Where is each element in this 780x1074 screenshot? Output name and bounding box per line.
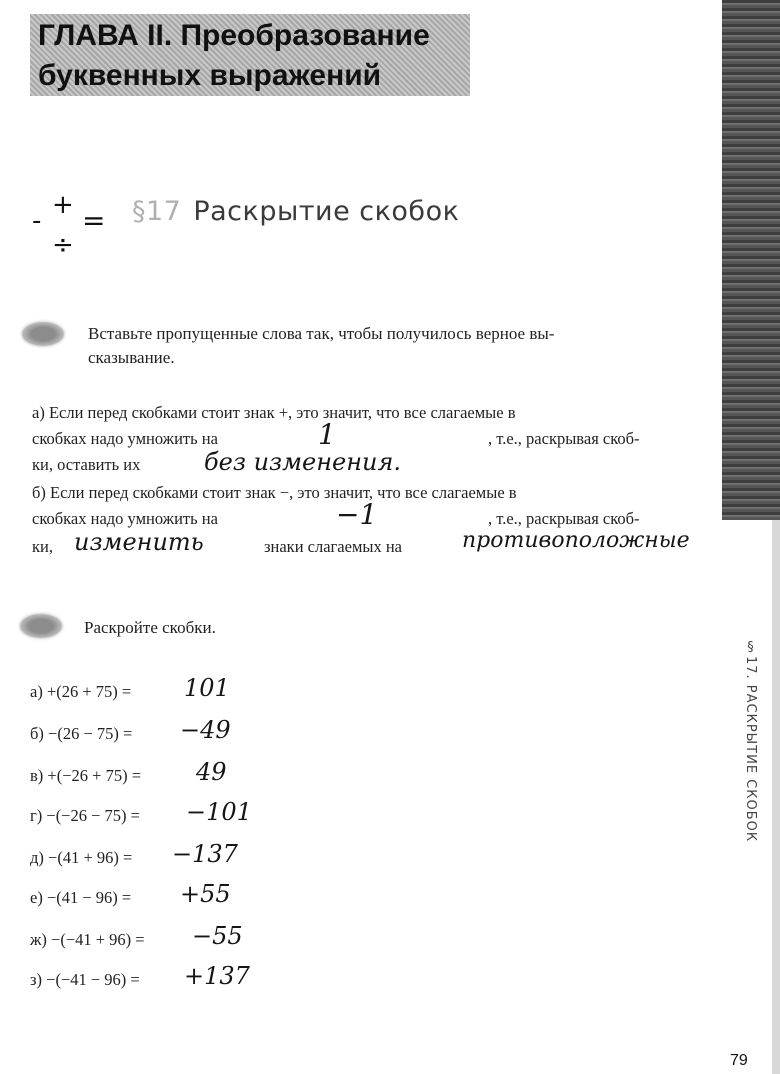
handwritten-answer-b2: изменить (74, 528, 204, 556)
task1-a-line3-prefix: ки, оставить их (32, 455, 141, 474)
task-icon-1 (22, 322, 64, 346)
expression-c: в) +(−26 + 75) = (30, 766, 141, 785)
page-edge-shadow (722, 0, 780, 520)
task1-a-line2-suffix: , т.е., раскрывая скоб- (488, 429, 640, 448)
page-number: 79 (730, 1052, 748, 1069)
handwritten-answer-b1: −1 (336, 498, 378, 531)
expression-a: а) +(26 + 75) = (30, 682, 132, 701)
task1-b-line2-prefix: скобках надо умножить на (32, 509, 218, 528)
answer-g: −55 (192, 922, 243, 950)
divide-symbol: ÷ (52, 230, 74, 260)
expression-f: е) −(41 − 96) = (30, 888, 132, 907)
section-title (132, 196, 459, 227)
equals-symbol: = (82, 204, 106, 237)
task1-instruction-line1: Вставьте пропущенные слова так, чтобы получилось верное вы- (88, 324, 555, 343)
answer-d: −101 (186, 798, 252, 826)
chapter-title-line1: ГЛАВА II. Преобразование (38, 19, 430, 52)
answer-a: 101 (184, 674, 230, 702)
task1-b-line1: б) Если перед скобками стоит знак −, это значит, что все слагаемые в (32, 483, 517, 502)
task1-instruction-line2: сказывание. (88, 348, 175, 367)
answer-h: +137 (184, 962, 250, 990)
task1-a-line1: а) Если перед скобками стоит знак +, это значит, что все слагаемые в (32, 403, 516, 422)
section-number: §17 (132, 196, 182, 227)
side-running-title: §17. РАСКРЫТИЕ СКОБОК (743, 640, 758, 843)
chapter-title (38, 16, 430, 96)
minus-symbol: - (32, 206, 42, 236)
task-icon-2 (20, 614, 62, 638)
expression-e: д) −(41 + 96) = (30, 848, 133, 867)
expression-g: ж) −(−41 + 96) = (30, 930, 145, 949)
task1-instruction (88, 322, 554, 370)
expression-h: з) −(−41 − 96) = (30, 970, 140, 989)
handwritten-answer-a1: 1 (318, 418, 336, 451)
answer-f: +55 (180, 880, 231, 908)
chapter-title-line2: буквенных выражений (38, 59, 382, 92)
expression-b: б) −(26 − 75) = (30, 724, 133, 743)
answer-e: −137 (172, 840, 238, 868)
handwritten-answer-b3: противоположные (462, 528, 690, 553)
task1-b-line3-middle: знаки слагаемых на (264, 537, 402, 556)
task1-a-line2-prefix: скобках надо умножить на (32, 429, 218, 448)
handwritten-answer-a2: без изменения. (204, 448, 402, 476)
task1-b-line3-prefix: ки, (32, 537, 53, 556)
task1-b-line2-suffix: , т.е., раскрывая скоб- (488, 509, 640, 528)
plus-symbol: + (52, 190, 74, 220)
task2-instruction: Раскройте скобки. (84, 618, 216, 637)
answer-c: 49 (196, 758, 227, 786)
section-title-text: Раскрытие скобок (193, 196, 460, 227)
page-edge-light (772, 520, 780, 1074)
answer-b: −49 (180, 716, 231, 744)
expression-d: г) −(−26 − 75) = (30, 806, 140, 825)
